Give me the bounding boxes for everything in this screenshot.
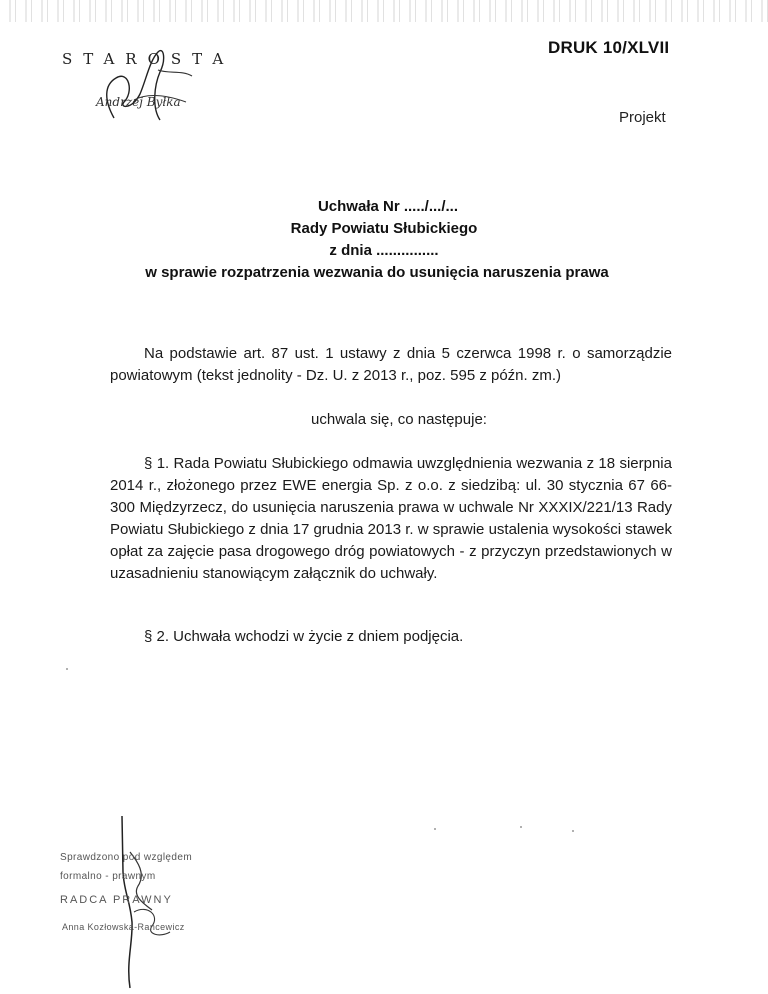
stamp-title-line: RADCA PRAWNY — [60, 894, 173, 906]
print-number: DRUK 10/XLVII — [548, 38, 670, 57]
draft-label: Projekt — [619, 109, 666, 126]
scan-artifact-strip — [0, 0, 768, 22]
section-1-paragraph: § 1. Rada Powiatu Słubickiego odmawia uwzględnienia wezwania z 18 sierpnia 2014 r., złożonego przez EWE energia Sp. z o.o. z siedzibą: ul. 30 stycznia 67 66-300 Międzyrzecz, do usunięcia naruszenia prawa w uchwale Nr XXXIX/221/13 Rady Powiatu Słubickiego z dnia 17 grudnia 2013 r. w sprawie ustalenia wysokości stawek opłat za zajęcie pasa drogowego dróg powiatowych - z przyczyn przedstawionych w uzasadnieniu stanowiącym załącznik do uchwały. — [110, 455, 672, 582]
scan-speck — [572, 830, 574, 832]
resolution-date: z dnia ............... — [329, 242, 439, 259]
scan-speck — [520, 826, 522, 828]
starosta-signature — [74, 30, 224, 130]
resolution-title — [0, 196, 768, 284]
stamp-checked-line: Sprawdzono pod względem — [60, 852, 193, 863]
council-name: Rady Powiatu Słubickiego — [290, 220, 478, 237]
starosta-stamp-name: Andrzej Byłka — [96, 95, 181, 109]
resolution-subject: w sprawie rozpatrzenia wezwania do usunięcia naruszenia prawa — [145, 264, 609, 281]
legal-basis-paragraph: Na podstawie art. 87 ust. 1 ustawy z dnia 5 czerwca 1998 r. o samorządzie powiatowym (tekst jednolity - Dz. U. z 2013 r., poz. 595 z późn. zm.) — [110, 345, 672, 384]
scan-speck — [66, 668, 68, 670]
stamp-formal-line: formalno - prawnym — [60, 871, 156, 882]
stamp-name-line: Anna Kozłowska-Rancewicz — [62, 922, 185, 932]
scan-speck — [434, 828, 436, 830]
starosta-stamp-title: STAROSTA — [62, 50, 235, 68]
resolution-number: Uchwała Nr ...../.../... — [317, 198, 459, 215]
section-2-paragraph: § 2. Uchwała wchodzi w życie z dniem podjęcia. — [144, 628, 464, 645]
resolves-line: uchwala się, co następuje: — [311, 411, 487, 428]
